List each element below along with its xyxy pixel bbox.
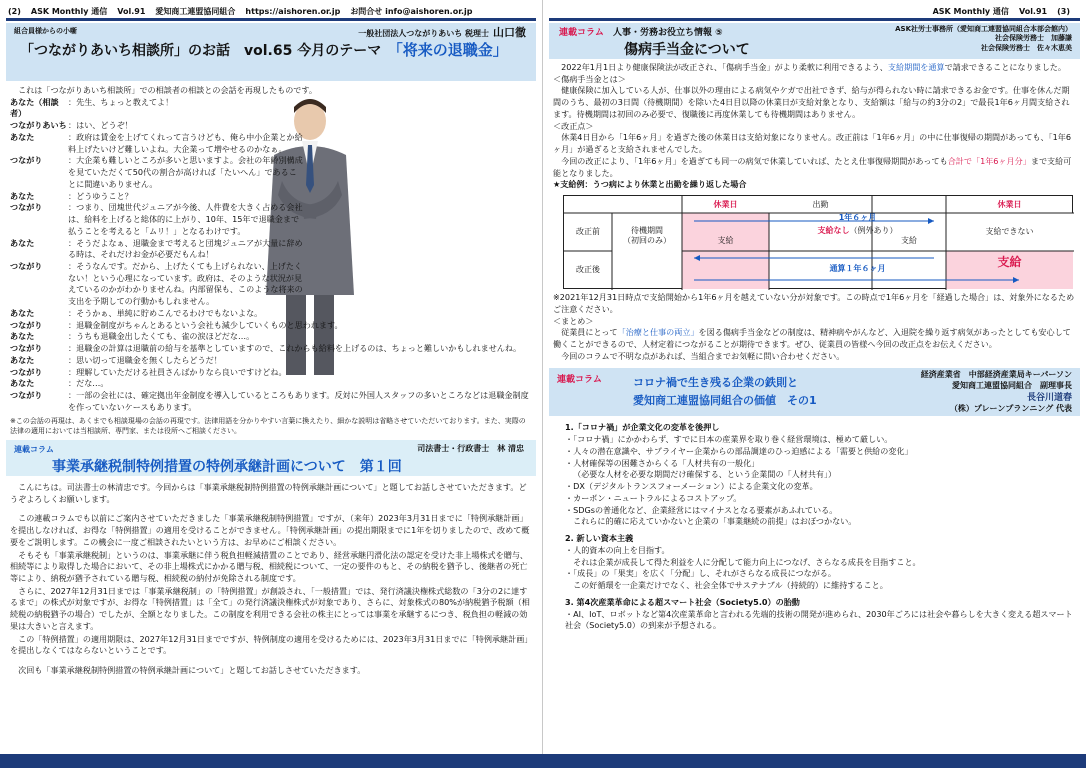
no-pay: 支給なし: [817, 226, 850, 236]
list-item: ・人的資本の向上を目指す。: [565, 544, 670, 555]
section-title: 傷病手当金について: [624, 42, 750, 58]
dialog-line: [10, 132, 532, 155]
subhead: ＜傷病手当金とは＞: [553, 73, 626, 84]
paragraph: 次回も「事業承継税制特例措置の特例承継計画について」と題してお話しさせていただきます。: [18, 665, 366, 676]
speaker: あなた: [10, 331, 35, 342]
header-rule: [549, 18, 1080, 21]
paragraph: さらに、2027年12月31日までは「事業承継税制」の「特例措置」が創設され、「一般措置」では、発行済議決権株式総数の「3分の2に達するまで」の株式が対象ですが、お得な「特例措置」は「全て」の発行済議決権株式が対象であり、さらに、対象株式の80%が納税猶予税額（相続税の納税猶予の場合）でしたが、全額となりました。この制度を利用できる会社の株主にとっては事業を承継するにつき、税負担の軽減の効果は大きいと言えます。: [10, 585, 530, 631]
title-line-2: 愛知商工連盟協同組合の価値 その1: [633, 393, 817, 407]
consult-note: ※この会話の再現は、あくまでも相談現場の会話の再現です。法律用語を分かりやすい言葉に換えたり、細かな説明は省略させていただいております。また、実際の法律の適用においては当相談所、専門家、または役所へご相談ください。: [10, 416, 526, 435]
utterance: ：先生、ちょっと教えてよ！: [68, 96, 174, 107]
sickness-body: [543, 62, 1086, 191]
kicker-text: 連載コラム: [559, 28, 604, 38]
row-before: 改正前: [576, 227, 600, 237]
exception: （例外あり）: [849, 226, 898, 236]
utterance: ：大企業も難しいところが多いと思いますよ。会社の年齢別構成を見ていただくて50代の割合が高ければ「たいへん」であることに間違いありません。: [68, 155, 303, 189]
para-5: [553, 327, 1076, 350]
heading-2: 2. 新しい資本主義: [565, 533, 634, 544]
dialog-line: [10, 97, 532, 120]
sickness-section-header: [549, 23, 1080, 59]
speaker: あなた: [10, 378, 35, 389]
byline-role: 一般社団法人つながりあいち 税理士: [358, 29, 489, 38]
section-kicker: [559, 27, 723, 40]
highlight: 支給期間を通算: [887, 62, 945, 72]
list-3: [565, 609, 1076, 632]
section-kicker: 連載コラム: [557, 375, 602, 386]
sickness-body-2: [543, 292, 1086, 362]
utterance: ：そうなんです。だから、上げたくても上げられない、上げたくない！という心理になっています。政府は、そのような状況が見えているのかがわかりませんね。内部留保も、このような将来の支出を予期しての行動かもしれません。: [68, 261, 303, 307]
section-title: [633, 374, 817, 408]
right-page: [543, 0, 1086, 768]
utterance: ：思い切って退職金を無くしたらどうだ！: [68, 354, 222, 365]
list-item: ・SDGsの普通化など、企業経営にはマイナスとなる要素があふれている。: [565, 504, 838, 515]
utterance: ：どうゆうこと？: [68, 190, 133, 201]
speaker: あなた（相談者）: [10, 96, 59, 119]
speaker: つながり: [10, 366, 43, 377]
row-after: 改正後: [576, 265, 600, 275]
speaker: つながり: [10, 155, 43, 166]
dialog-line: [10, 343, 532, 355]
byline-name-2: 社会保険労務士 佐々木恵美: [981, 43, 1072, 52]
byline: [417, 443, 524, 455]
byline-name: 長谷川道春: [1026, 393, 1072, 404]
para-1: [553, 62, 1076, 74]
website-link[interactable]: https://aishoren.or.jp: [245, 7, 341, 16]
speaker: あなた: [10, 190, 35, 201]
heading-3: 3. 第4次産業革命による超スマート社会（Society5.0）の胎動: [565, 596, 800, 607]
list-1: [565, 434, 1076, 528]
speaker: あなた: [10, 131, 35, 142]
highlight: 「治療と仕事の両立」: [617, 327, 699, 338]
page-number: (2): [8, 7, 21, 16]
paragraph: この連載コラムでも以前にご案内させていただきました「事業承継税制特例措置」ですが、（来年）2023年3月31日までに「特例承継計画」を提出しなければ、お得な「特例措置」の適用を受けることができません。「特例承継計画」の提出期限までに1年を切りましたので、改めて概要をご説明します。この機会に一度ご相談されたいという方は、お早めにご相談ください。: [10, 513, 530, 547]
dialog-line: [10, 308, 532, 320]
text: で請求できることになりました。: [944, 62, 1066, 72]
dialog-line: [10, 367, 532, 379]
period-label: 1年６ヶ月: [838, 213, 877, 223]
dialog-line: [10, 320, 532, 332]
corona-section-header: [549, 368, 1080, 416]
left-header: [0, 0, 542, 18]
utterance: ：はい、どうぞ！: [68, 120, 133, 131]
volume: Vol.91: [1018, 7, 1048, 16]
page-number: (3): [1057, 7, 1070, 16]
magazine-name: ASK Monthly 通信: [932, 7, 1009, 16]
byline-1: 経済産業省 中部経済産業局キーパーソン: [920, 370, 1072, 380]
example-title: ★支給例：うつ病により休業と出勤を繰り返した場合: [553, 179, 747, 190]
pay-after: 支給: [997, 254, 1022, 269]
subhead: ＜改正点＞: [553, 120, 594, 131]
list-item: この好循環を一企業だけでなく、社会全体でサステナブル（持続的）に維持すること。: [573, 580, 888, 591]
dialog-line: [10, 120, 532, 132]
section-kicker: 組合員様からの小噺: [14, 27, 77, 35]
byline-2: 愛知商工連盟協同組合 副理事長: [952, 381, 1072, 391]
para-6: 今回のコラムで不明な点があれば、当組合までお気軽に問い合わせください。: [561, 350, 845, 361]
text: 今回の改正により、「1年6ヶ月」を過ぎても同一の病気で休業していれば、たとえ仕事復帰期間があっても: [561, 155, 948, 166]
list-item: ・人々の潜在意識や、サプライヤー企業からの部品調達のひっ迫感による「需要と供給の変化」: [565, 445, 913, 456]
title-b: vol.65 今月のテーマ: [244, 43, 382, 59]
speaker: あなた: [10, 237, 35, 248]
utterance: ：だな…。: [68, 378, 109, 389]
list-item: ・AI、IoT、ロボットなど第4次産業革命と言われる先端的技術の開発が進められ、2030年ごろには社会や暮らしを大きく変える超スマート社会（Society5.0）の到来が予想される。: [565, 608, 1073, 631]
utterance: ：そうだよなぁ、退職金まで考えると団塊ジュニアが大量に辞める時は、それだけお金が必要だもんね！: [68, 237, 303, 260]
speaker: つながり: [10, 319, 43, 330]
volume: Vol.91: [117, 7, 146, 16]
list-item: ・人材確保等の困難さからくる「人材共有の一般化」: [565, 457, 760, 468]
section-title: 事業承継税制特例措置の特例承継計画について 第１回: [52, 458, 402, 475]
pay-cell-2: 支給: [901, 236, 917, 246]
magazine-name: ASK Monthly 通信: [30, 7, 108, 16]
paragraph: そもそも「事業承継税制」というのは、事業承継に伴う税負担軽減措置のことであり、経営承継円滑化法の認定を受けた非上場株式を贈与、相続等により取得した場合において、その非上場株式にかかる贈与税、相続税について、一定の要件のもと、その納税を猶予し、後継者の死亡等により、納税が猶予されている贈与税、相続税の納付が免除される制度です。: [10, 549, 529, 583]
pay-cell-1: 支給: [717, 236, 734, 246]
speaker: あなた: [10, 307, 35, 318]
utterance: ：そうかぁ、単純に貯めこんでるわけでもないよな。: [68, 307, 263, 318]
list-item: ・「成長」の「果実」を広く「分配」し、それがさらなる成長につながる。: [565, 568, 836, 579]
text: まで支給可能となりました。: [553, 155, 1072, 178]
utterance: ：政府は賃金を上げてくれって言うけども、俺ら中小企業とか給料上げたいけど難しいよね。大企業って増やせるのかなぁ。: [68, 131, 303, 154]
right-header: [543, 0, 1086, 18]
list-item: これらに的確に応えていかないと企業の「事業継続の前提」はおぼつかない。: [573, 516, 857, 527]
speaker: つながり: [10, 343, 43, 354]
consult-body: [0, 85, 542, 436]
utterance: ：一部の会社には、確定拠出年金制度を導入しているところもあります。反対に外国人スタッフの多いところなどは退職金制度を作っていないケースもあります。: [68, 390, 529, 412]
utterance: ：退職金の計算は退職前の給与を基準としていますので、これからも給料を上げるのは、ちょっと難しいかもしれませんね。: [68, 343, 522, 354]
contact-email[interactable]: お問合せ info@aishoren.or.jp: [350, 7, 473, 16]
consult-section-header: [6, 23, 536, 81]
note: ※2021年12月31日時点で支給開始から1年6ヶ月を越えていない分が対象です。この時点で1年6ヶ月を「経過した場合」は、対象外になるためご注意ください。: [553, 292, 1075, 314]
para-4: [553, 156, 1076, 179]
label-leave-2: 休業日: [997, 199, 1022, 209]
heading-1: 1.「コロナ禍」が企業文化の変革を後押し: [565, 422, 720, 433]
dialog-line: [10, 378, 532, 390]
cannot-pay: 支給できない: [985, 227, 1034, 237]
benefit-diagram: [563, 195, 1073, 289]
highlight: 合計で「1年6ヶ月分」: [947, 155, 1031, 166]
byline-3: （株）プレーンプランニング 代表: [949, 404, 1072, 414]
dialog-line: [10, 261, 532, 308]
speaker: あなた: [10, 354, 35, 365]
wait-label: 待機期間: [631, 226, 663, 236]
label-work: 出勤: [812, 199, 829, 209]
list-item: （必要な人材を必要な期間だけ確保する、という企業間の「人材共有」）: [573, 469, 837, 480]
footer-bar: [0, 754, 1086, 768]
corona-body: [543, 422, 1086, 631]
speaker: つながりあいち: [10, 120, 67, 131]
section-title: [20, 40, 508, 62]
byline-name-1: 社会保険労務士 加藤謙: [995, 34, 1072, 43]
byline: [358, 25, 526, 41]
list-item: それは企業が成長して得た利益を人に分配して能力向上につなげ、さらなる成長を目指すこと。: [573, 556, 921, 567]
title-theme: 「将来の退職金」: [395, 41, 508, 59]
kicker-sub: 人事・労務お役立ち情報 ⑤: [612, 28, 723, 38]
list-item: ・DX（デジタルトランスフォーメーション）による企業文化の変革。: [565, 481, 818, 492]
speaker: つながり: [10, 202, 43, 213]
paragraph: この「特例措置」の適用期限は、2027年12月31日までですが、特例制度の適用を受けるためには、2023年3月31日までに「特例承継計画」を提出しなくてはならないということです。: [10, 633, 529, 656]
byline-name: 山口徹: [493, 26, 526, 39]
list-2: [565, 545, 1076, 592]
total-label: 通算１年６ヶ月: [829, 264, 886, 274]
list-item: ・「コロナ禍」にかかわらず、すでに日本の産業界を取り巻く経営環境は、極めて厳しい。: [565, 434, 893, 445]
header-rule: [6, 18, 536, 21]
byline: [921, 370, 1072, 415]
utterance: ：退職金制度がちゃんとあるという会社も減少していくものと思われます。: [68, 319, 343, 330]
list-item: ・カーボン・ニュートラルによるコストアップ。: [565, 492, 742, 503]
succession-section-header: [6, 440, 536, 476]
utterance: ：理解していただける社員さんばかりなら良いですけどね。: [68, 366, 287, 377]
para-2: 健康保険に加入している人が、仕事以外の理由による病気やケガで出社できず、給与が得られない時に請求できるお金です。仕事を休んだ期間のうち、最初の3日間（待機期間）を除いた4日目以降の休業日が支給対象となり、支給額は「給与の約3分の2」で最長1年6ヶ月間支給されます。待機期間は初回のみ必要で、復職後に再度休業しても待機期間はありません。: [553, 85, 1070, 119]
wait-note: （初回のみ）: [623, 236, 671, 246]
dialog-line: [10, 331, 532, 343]
dialog-line: [10, 238, 532, 261]
speaker: つながり: [10, 261, 43, 272]
dialog-line: [10, 191, 532, 203]
byline-name: 林 清忠: [497, 443, 524, 453]
dialog-list: [10, 97, 532, 414]
speaker: つながり: [10, 390, 43, 401]
consult-intro: これは「つながりあいち相談所」での相談者の相談との会話を再現したものです。: [18, 85, 317, 95]
label-leave-1: 休業日: [713, 199, 738, 209]
succession-body: [0, 482, 542, 677]
text: 従業員にとって: [561, 327, 618, 338]
section-kicker: 連載コラム: [14, 444, 54, 454]
org-name: 愛知商工連盟協同組合: [155, 7, 236, 16]
subhead: ＜まとめ＞: [553, 315, 594, 326]
dialog-line: [10, 390, 532, 413]
dialog-line: [10, 355, 532, 367]
byline: [895, 25, 1072, 53]
title-a: 「つながりあいち相談所」のお話: [20, 43, 230, 59]
byline-role: 司法書士・行政書士: [417, 443, 490, 453]
para-3: 休業4日目から「1年6ヶ月」を過ぎた後の休業日は支給対象になりません。改正前は「1年6ヶ月」の中に仕事復帰の期間があっても、「1年6ヶ月」が過ぎると支給されませんでした。: [553, 132, 1072, 155]
utterance: ：つまり、団塊世代ジュニアが今後、人件費を大きく占める会社は、給料を上げると総体的に上がり、10年、15年で退職金まで払うことを考えると「ムリ！」となるわけです。: [68, 202, 303, 236]
text: 2022年1月1日より健康保険法が改正され、「傷病手当金」がより柔軟に利用できるよう、: [561, 62, 888, 72]
text: を図る傷病手当金などの制度は、精神病やがんなど、入退院を繰り返す病気があったとしても安心して働くことができるので、人材定着につながることが期待できます。ぜひ、従業員の皆様へ今回の改正点をお伝えください。: [553, 327, 1071, 350]
dialog-line: [10, 202, 532, 237]
title-line-1: コロナ禍で生き残る企業の鉄則と: [633, 376, 798, 390]
paragraph: こんにちは。司法書士の林清忠です。今回からは「事業承継税制特例措置の特例承継計画について」と題してお話しさせていただきます。どうぞよろしくお願いします。: [10, 481, 527, 504]
waiting-period: [612, 226, 682, 246]
utterance: ：うちも退職金出したくても、雀の涙ほどだな…。: [68, 331, 255, 342]
byline-office: ASK社労士事務所（愛知商工連盟協同組合本部会館内）: [895, 25, 1072, 33]
dialog-line: [10, 155, 532, 190]
